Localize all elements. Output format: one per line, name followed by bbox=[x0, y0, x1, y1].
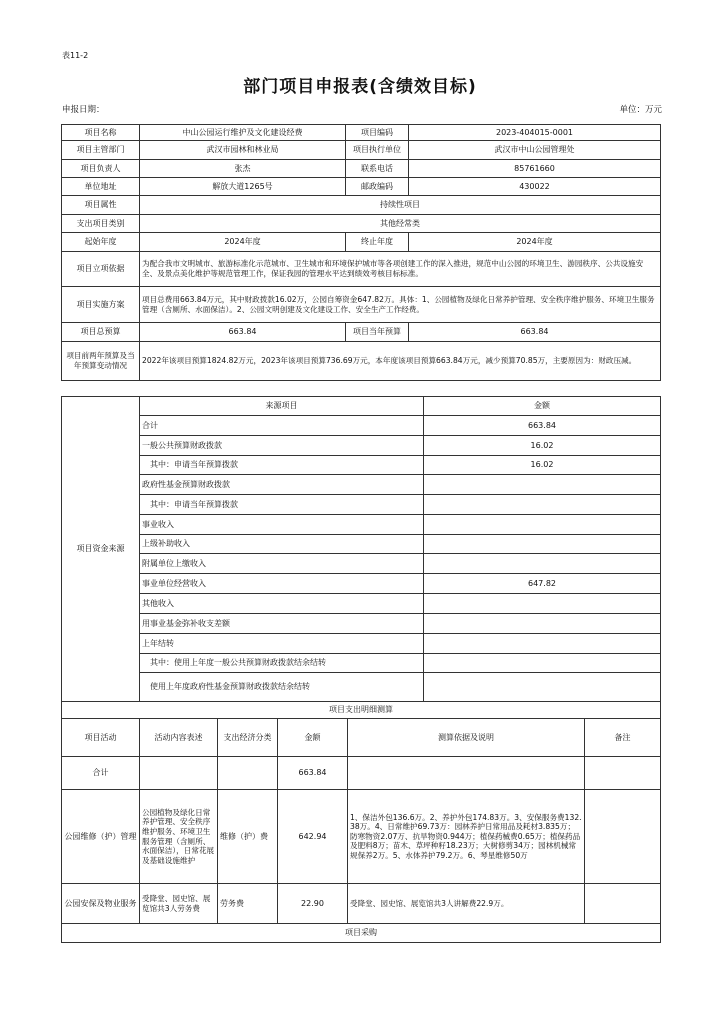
category-label: 支出项目类别 bbox=[62, 215, 140, 233]
current-budget-value: 663.84 bbox=[409, 323, 661, 342]
address-label: 单位地址 bbox=[62, 178, 140, 196]
table-row bbox=[62, 535, 661, 554]
project-attr-value: 持续性项目 bbox=[140, 196, 661, 215]
note-cell bbox=[585, 884, 661, 924]
empty-cell bbox=[140, 757, 218, 790]
econ-cell: 劳务费 bbox=[218, 884, 278, 924]
col-content: 活动内容表述 bbox=[140, 719, 218, 757]
basis-cell: 受降堂、园史馆、展览馆共3人讲解费22.9万。 bbox=[348, 884, 585, 924]
funding-amount bbox=[424, 554, 661, 574]
report-date-label: 申报日期： bbox=[62, 105, 105, 115]
project-name-label: 项目名称 bbox=[62, 125, 140, 141]
procurement-section-title: 项目采购 bbox=[62, 924, 661, 943]
funding-source-label: 附属单位上缴收入 bbox=[140, 554, 424, 574]
table-row bbox=[62, 416, 661, 436]
expenditure-section-title: 项目支出明细测算 bbox=[62, 702, 661, 719]
leader-value: 张杰 bbox=[140, 160, 346, 178]
funding-source-label: 其他收入 bbox=[140, 594, 424, 614]
funding-amount: 663.84 bbox=[424, 416, 661, 436]
table-row bbox=[62, 436, 661, 456]
basis-cell: 1、保洁外包136.6万。2、养护外包174.83万。3、安保服务费132.38万。4、日常维护69.73万：园林养护日常用品及耗材3.835万；防寒物资2.07万、抗旱物资0.944万；植保药械费0.65万；植保药品及肥料8万；苗木、草坪种籽18.23万；大树修剪34万；园林机械常规保养2万。5、水体养护79.2万。6、琴星维修50万 bbox=[348, 790, 585, 884]
col-econ: 支出经济分类 bbox=[218, 719, 278, 757]
funding-source-label: 其中：申请当年预算拨款 bbox=[140, 456, 424, 475]
funding-amount bbox=[424, 515, 661, 535]
col-amount: 金额 bbox=[424, 397, 661, 416]
funding-source-label: 上级补助收入 bbox=[140, 535, 424, 554]
funding-amount: 647.82 bbox=[424, 574, 661, 594]
empty-cell bbox=[585, 757, 661, 790]
funding-source-label: 上年结转 bbox=[140, 634, 424, 654]
address-value: 解放大道1265号 bbox=[140, 178, 346, 196]
funding-amount: 16.02 bbox=[424, 436, 661, 456]
funding-source-label: 使用上年度政府性基金预算财政拨款结余结转 bbox=[140, 673, 424, 702]
amount-cell: 642.94 bbox=[278, 790, 348, 884]
table-row bbox=[62, 456, 661, 475]
dept-label: 项目主管部门 bbox=[62, 141, 140, 160]
activity-cell: 公园安保及物业服务 bbox=[62, 884, 140, 924]
funding-table bbox=[61, 396, 661, 702]
table-row bbox=[62, 515, 661, 535]
postcode-value: 430022 bbox=[409, 178, 661, 196]
table-row bbox=[62, 594, 661, 614]
funding-source-label: 政府性基金预算财政拨款 bbox=[140, 475, 424, 495]
total-budget-label: 项目总预算 bbox=[62, 323, 140, 342]
start-year-value: 2024年度 bbox=[140, 233, 346, 252]
col-amount: 金额 bbox=[278, 719, 348, 757]
table-row bbox=[62, 614, 661, 634]
table-row bbox=[62, 554, 661, 574]
project-attr-label: 项目属性 bbox=[62, 196, 140, 215]
table-row bbox=[62, 475, 661, 495]
basis-label: 项目立项依据 bbox=[62, 252, 140, 287]
note-cell bbox=[585, 790, 661, 884]
amount-cell: 22.90 bbox=[278, 884, 348, 924]
funding-amount bbox=[424, 673, 661, 702]
funding-source-label: 一般公共预算财政拨款 bbox=[140, 436, 424, 456]
budget-change-label: 项目前两年预算及当年预算变动情况 bbox=[62, 342, 140, 381]
start-year-label: 起始年度 bbox=[62, 233, 140, 252]
funding-amount: 16.02 bbox=[424, 456, 661, 475]
category-value: 其他经常类 bbox=[140, 215, 661, 233]
end-year-value: 2024年度 bbox=[409, 233, 661, 252]
expenditure-table bbox=[61, 701, 661, 943]
table-row bbox=[62, 574, 661, 594]
plan-text: 项目总费用663.84万元，其中财政拨款16.02万，公园自筹资金647.82万。具体：1、公园植物及绿化日常养护管理、安全秩序维护服务、环境卫生服务管理（含厕所、水面保洁）。2、公园文明创建及文化建设工作、安全生产工作经费。 bbox=[140, 287, 661, 323]
funding-amount bbox=[424, 654, 661, 673]
empty-cell bbox=[218, 757, 278, 790]
table-row bbox=[62, 634, 661, 654]
funding-amount bbox=[424, 495, 661, 515]
current-budget-label: 项目当年预算 bbox=[346, 323, 409, 342]
col-activity: 项目活动 bbox=[62, 719, 140, 757]
funding-amount bbox=[424, 634, 661, 654]
activity-cell: 公园维修（护）管理 bbox=[62, 790, 140, 884]
col-basis: 测算依据及说明 bbox=[348, 719, 585, 757]
table-row bbox=[62, 673, 661, 702]
unit-label: 单位：万元 bbox=[619, 105, 662, 115]
funding-amount bbox=[424, 594, 661, 614]
page-title: 部门项目申报表(含绩效目标) bbox=[243, 77, 477, 97]
expenditure-total-label: 合计 bbox=[62, 757, 140, 790]
postcode-label: 邮政编码 bbox=[346, 178, 409, 196]
table-row bbox=[62, 790, 661, 884]
table-row bbox=[62, 495, 661, 515]
funding-section-label: 项目资金来源 bbox=[62, 397, 140, 702]
form-number: 表11-2 bbox=[62, 51, 89, 60]
col-source: 来源项目 bbox=[140, 397, 424, 416]
end-year-label: 终止年度 bbox=[346, 233, 409, 252]
plan-label: 项目实施方案 bbox=[62, 287, 140, 323]
content-cell: 受降堂、园史馆、展览馆共3人劳务费 bbox=[140, 884, 218, 924]
budget-change-text: 2022年该项目预算1824.82万元，2023年该项目预算736.69万元，本年度该项目预算663.84万元，减少预算70.85万，主要原因为：财政压减。 bbox=[140, 342, 661, 381]
econ-cell: 维修（护）费 bbox=[218, 790, 278, 884]
leader-label: 项目负责人 bbox=[62, 160, 140, 178]
funding-source-label: 用事业基金弥补收支差额 bbox=[140, 614, 424, 634]
phone-value: 85761660 bbox=[409, 160, 661, 178]
exec-unit-value: 武汉市中山公园管理处 bbox=[409, 141, 661, 160]
funding-source-label: 其中：使用上年度一般公共预算财政拨款结余结转 bbox=[140, 654, 424, 673]
expenditure-total-amount: 663.84 bbox=[278, 757, 348, 790]
basic-info-table bbox=[61, 124, 661, 381]
total-budget-value: 663.84 bbox=[140, 323, 346, 342]
funding-source-label: 合计 bbox=[140, 416, 424, 436]
project-code-value: 2023-404015-0001 bbox=[409, 125, 661, 141]
basis-text: 为配合我市文明城市、旅游标准化示范城市、卫生城市和环境保护城市等各项创建工作的深入推进，规范中山公园的环境卫生、游园秩序、公共设施安全、及景点美化维护等规范管理工作，保证我园的管理水平达到绩效考核目标标准。 bbox=[140, 252, 661, 287]
col-note: 备注 bbox=[585, 719, 661, 757]
funding-source-label: 事业单位经营收入 bbox=[140, 574, 424, 594]
funding-amount bbox=[424, 614, 661, 634]
funding-amount bbox=[424, 475, 661, 495]
exec-unit-label: 项目执行单位 bbox=[346, 141, 409, 160]
project-name-value: 中山公园运行维护及文化建设经费 bbox=[140, 125, 346, 141]
dept-value: 武汉市园林和林业局 bbox=[140, 141, 346, 160]
project-code-label: 项目编码 bbox=[346, 125, 409, 141]
phone-label: 联系电话 bbox=[346, 160, 409, 178]
funding-source-label: 事业收入 bbox=[140, 515, 424, 535]
table-row bbox=[62, 654, 661, 673]
content-cell: 公园植物及绿化日常养护管理、安全秩序维护服务、环境卫生服务管理（含厕所、水面保洁），日常花展及基础设施维护 bbox=[140, 790, 218, 884]
empty-cell bbox=[348, 757, 585, 790]
funding-source-label: 其中：申请当年预算拨款 bbox=[140, 495, 424, 515]
table-row bbox=[62, 884, 661, 924]
funding-amount bbox=[424, 535, 661, 554]
